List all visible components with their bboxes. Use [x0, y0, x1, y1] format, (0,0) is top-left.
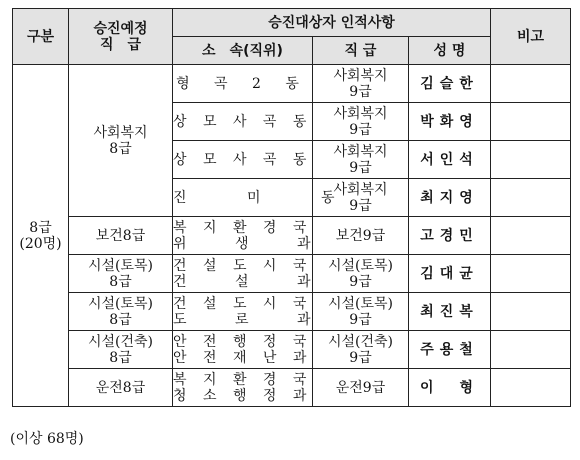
grade-cell: [69, 65, 173, 217]
table-row: [13, 255, 571, 293]
rank-line: 사회복지: [333, 143, 388, 160]
grade-cell: [69, 293, 173, 331]
table-row: [13, 331, 571, 369]
grade-cell: [69, 255, 173, 293]
table-row: [13, 65, 571, 103]
remarks-cell: [491, 103, 571, 141]
rank-line: 시설(토목): [327, 257, 394, 274]
affiliation-line: 상 모 사 곡 동: [173, 151, 313, 168]
grade-line: 시설(토목): [87, 295, 154, 312]
header-promotion-grade: [69, 9, 173, 65]
affiliation-cell: [173, 293, 333, 331]
header-rank: 직 급: [313, 37, 409, 65]
header-remarks: 비고: [491, 9, 571, 65]
promotion-table-container: [12, 8, 571, 407]
remarks-cell: [491, 255, 571, 293]
rank-line: 9급: [349, 349, 372, 366]
grade-line: 시설(토목): [87, 257, 154, 274]
name-cell: 김슬한: [409, 65, 491, 103]
division-line1: 8급: [29, 219, 52, 236]
rank-cell: [313, 141, 409, 179]
affiliation-cell: [173, 331, 313, 369]
affiliation-cell: [173, 141, 313, 179]
header-affiliation: 소 속(직위): [173, 37, 313, 65]
name-cell: 박화영: [409, 103, 491, 141]
affiliation-line: 복 지 환 경 국: [173, 371, 313, 388]
table-row: [13, 293, 571, 331]
rank-line: 사회복지: [333, 181, 388, 198]
rank-cell: [313, 369, 409, 407]
grade-line: 8급: [109, 273, 132, 290]
name-cell: 서인석: [409, 141, 491, 179]
rank-line: 보건9급: [335, 227, 386, 244]
division-cell: [13, 65, 69, 407]
header-name: 성 명: [409, 37, 491, 65]
rank-line: 9급: [349, 273, 372, 290]
remarks-cell: [491, 141, 571, 179]
rank-cell: [313, 65, 409, 103]
rank-line: 시설(건축): [327, 333, 394, 350]
remarks-cell: [491, 65, 571, 103]
rank-line: 사회복지: [333, 67, 388, 84]
grade-cell: [69, 217, 173, 255]
header-division: 구분: [13, 9, 69, 65]
table-row: [13, 217, 571, 255]
affiliation-cell: [173, 217, 333, 255]
total-count-note: (이상 68명): [10, 431, 84, 447]
rank-line: 9급: [349, 197, 372, 214]
grade-line: 운전8급: [95, 379, 146, 396]
affiliation-line: 안 전 재 난 과: [173, 349, 313, 366]
rank-line: 시설(토목): [327, 295, 394, 312]
grade-line: 8급: [109, 140, 132, 157]
remarks-cell: [491, 293, 571, 331]
affiliation-line: 건 설 과: [173, 273, 333, 290]
rank-line: 운전9급: [335, 379, 386, 396]
division-line2: (20명): [19, 235, 62, 252]
rank-line: 9급: [349, 159, 372, 176]
affiliation-line: 건 설 도 시 국: [173, 295, 313, 312]
grade-line: 보건8급: [95, 227, 146, 244]
grade-cell: [69, 331, 173, 369]
rank-line: 사회복지: [333, 105, 388, 122]
header-grade-line2: 직 급: [99, 36, 142, 53]
remarks-cell: [491, 331, 571, 369]
affiliation-line: 위 생 과: [173, 235, 333, 252]
affiliation-line: 형 곡 2 동: [176, 75, 309, 92]
remarks-cell: [491, 217, 571, 255]
grade-cell: [69, 369, 173, 407]
remarks-cell: [491, 179, 571, 217]
header-candidate-info: 승진대상자 인적사항: [173, 9, 491, 37]
affiliation-line: 상 모 사 곡 동: [173, 113, 313, 130]
rank-line: 9급: [349, 121, 372, 138]
remarks-cell: [491, 369, 571, 407]
affiliation-line: 청 소 행 정 과: [173, 387, 313, 404]
name-cell: 최지영: [409, 179, 491, 217]
name-cell: 김대균: [409, 255, 491, 293]
affiliation-line: 진 미 동: [173, 189, 363, 206]
grade-line: 시설(건축): [87, 333, 154, 350]
grade-line: 8급: [109, 349, 132, 366]
grade-line: 8급: [109, 311, 132, 328]
grade-line: 사회복지: [93, 124, 148, 141]
affiliation-line: 도 로 과: [173, 311, 333, 328]
rank-cell: [313, 103, 409, 141]
affiliation-cell: [173, 65, 313, 103]
affiliation-line: 안 전 행 정 국: [173, 333, 313, 350]
affiliation-line: 건 설 도 시 국: [173, 257, 313, 274]
name-cell: 고경민: [409, 217, 491, 255]
promotion-candidates-table: [12, 8, 571, 407]
affiliation-cell: [173, 369, 313, 407]
rank-line: 9급: [349, 83, 372, 100]
name-cell: 이 형: [409, 369, 491, 407]
affiliation-line: 복 지 환 경 국: [173, 219, 313, 236]
affiliation-cell: [173, 103, 313, 141]
rank-line: 9급: [349, 311, 372, 328]
rank-cell: [313, 331, 409, 369]
name-cell: 주용철: [409, 331, 491, 369]
table-row: [13, 369, 571, 407]
header-grade-line1: 승진예정: [93, 20, 148, 37]
name-cell: 최진복: [409, 293, 491, 331]
affiliation-cell: [173, 255, 333, 293]
